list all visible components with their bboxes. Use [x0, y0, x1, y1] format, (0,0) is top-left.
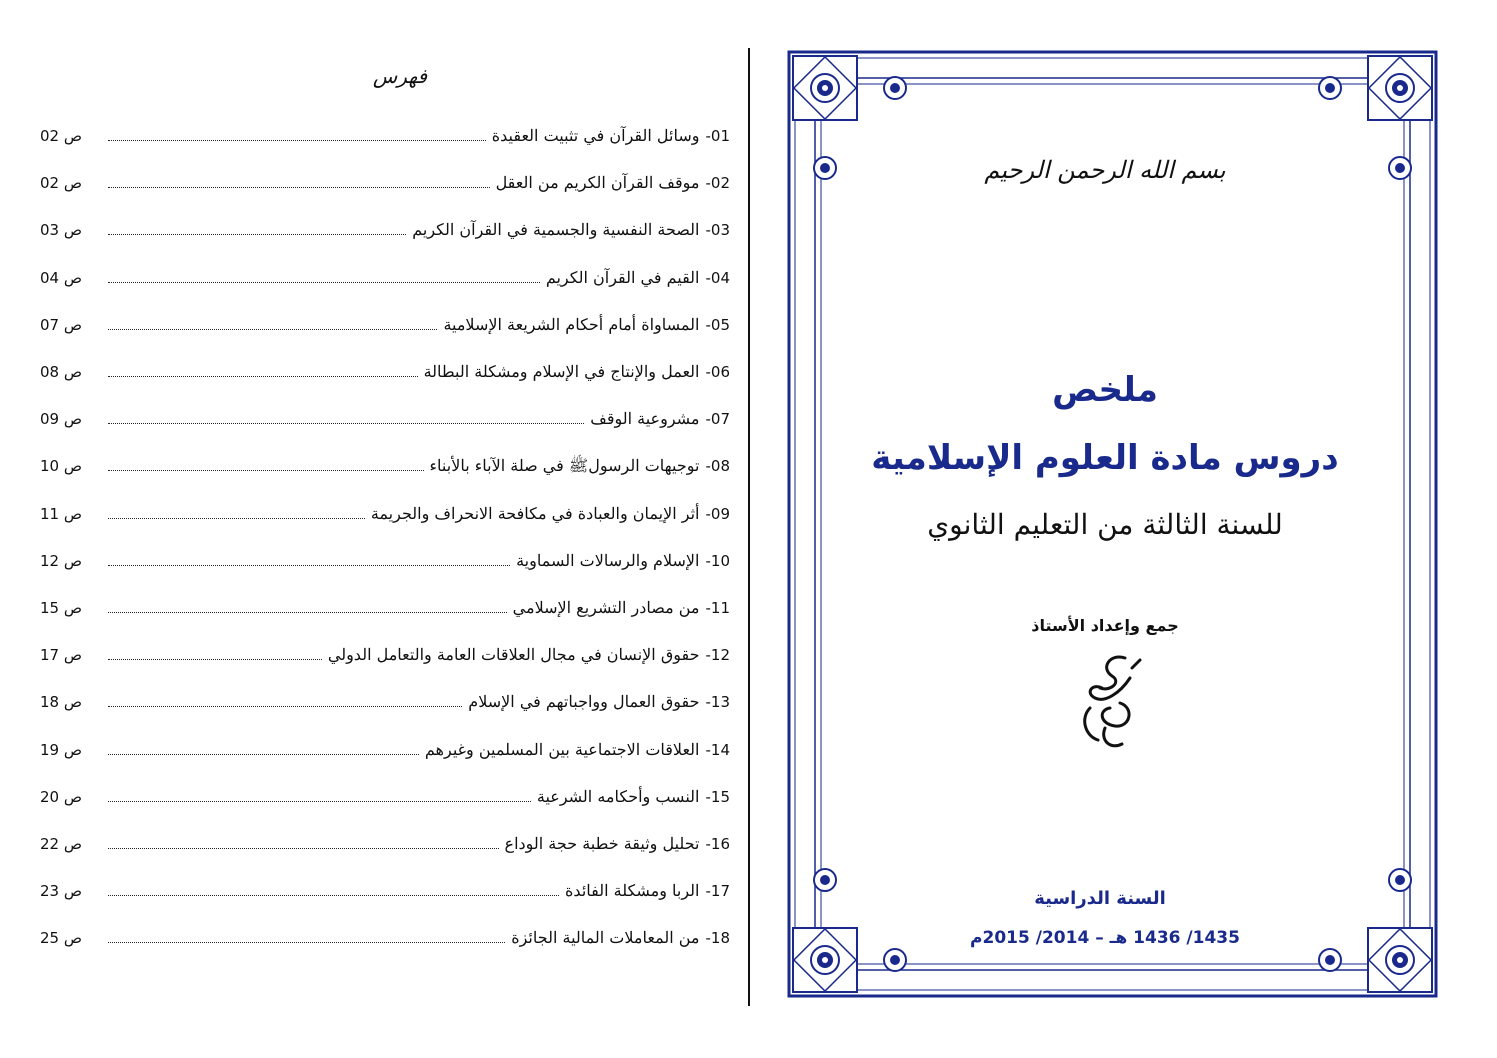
school-year-label: السنة الدراسية	[1034, 888, 1166, 909]
toc-row	[40, 734, 730, 760]
toc-number: 04-	[705, 268, 730, 287]
toc-leader	[108, 847, 499, 849]
toc-row	[40, 120, 730, 146]
toc-title: موقف القرآن الكريم من العقل	[495, 173, 700, 193]
toc-page-number: ص 09	[40, 410, 82, 429]
toc-number: 15-	[705, 787, 730, 806]
toc-title: حقوق الإنسان في مجال العلاقات العامة والتعامل الدولي	[327, 645, 700, 665]
toc-leader	[108, 469, 424, 471]
school-year-value: 1435/ 1436 هـ – 2014/ 2015م	[970, 928, 1240, 948]
toc-page-number: ص 19	[40, 740, 82, 759]
toc-number: 10-	[705, 551, 730, 570]
toc-number: 13-	[705, 693, 730, 712]
toc-leader	[108, 611, 507, 613]
toc-title: من المعاملات المالية الجائزة	[511, 928, 700, 948]
toc-number: 14-	[705, 740, 730, 759]
toc-row	[40, 639, 730, 665]
toc-page-number: ص 02	[40, 174, 82, 193]
toc-title: العمل والإنتاج في الإسلام ومشكلة البطالة	[423, 362, 700, 381]
toc-page-number: ص 04	[40, 268, 82, 287]
rosette-ornament	[814, 157, 836, 179]
summary-title: ملخص	[1052, 370, 1158, 410]
toc-title: المساواة أمام أحكام الشريعة الإسلامية	[443, 314, 700, 334]
toc-row	[40, 545, 730, 571]
toc-page-number: ص 10	[40, 457, 82, 476]
rosette-ornament	[1319, 77, 1341, 99]
toc-row	[40, 875, 730, 901]
toc-title: الإسلام والرسالات السماوية	[516, 550, 700, 570]
index-title: فهرس	[372, 64, 428, 88]
toc-row	[40, 781, 730, 807]
toc-number: 11-	[705, 599, 730, 617]
toc-number: 17-	[705, 882, 730, 901]
toc-number: 09-	[705, 504, 730, 523]
corner-ornament	[1368, 56, 1432, 120]
rosette-ornament	[884, 949, 906, 971]
toc-leader	[108, 328, 437, 330]
toc-page-number: ص 22	[40, 835, 82, 853]
toc-title: وسائل القرآن في تثبيت العقيدة	[491, 126, 700, 145]
toc-row	[40, 262, 730, 288]
toc-number: 02-	[705, 174, 730, 193]
toc-number: 18-	[705, 929, 730, 948]
toc-leader	[108, 753, 419, 755]
toc-page-number: ص 11	[40, 504, 82, 523]
toc-row	[40, 592, 730, 618]
toc-title: النسب وأحكامه الشرعية	[536, 786, 700, 806]
toc-page-number: ص 18	[40, 693, 82, 712]
toc-page-number: ص 03	[40, 221, 82, 240]
index-page	[40, 60, 730, 1020]
toc-row	[40, 450, 730, 476]
toc-number: 06-	[705, 363, 730, 381]
toc-leader	[108, 894, 559, 896]
rosette-ornament	[1389, 869, 1411, 891]
toc-title: حقوق العمال وواجباتهم في الإسلام	[468, 692, 700, 712]
toc-title: توجيهات الرسولﷺ في صلة الآباء بالأبناء	[429, 456, 700, 476]
corner-ornament	[793, 928, 857, 992]
toc-number: 01-	[705, 127, 730, 145]
rosette-ornament	[1319, 949, 1341, 971]
course-title: دروس مادة العلوم الإسلامية	[871, 438, 1339, 478]
toc-page-number: ص 02	[40, 127, 82, 145]
basmala: بسم الله الرحمن الرحيم	[984, 156, 1226, 184]
toc-row	[40, 686, 730, 712]
level-line: للسنة الثالثة من التعليم الثانوي	[927, 508, 1283, 541]
toc-number: 08-	[705, 457, 730, 476]
corner-ornament	[793, 56, 857, 120]
toc-leader	[108, 658, 322, 660]
author-signature	[1070, 648, 1150, 758]
toc-leader	[108, 941, 505, 943]
toc-row	[40, 922, 730, 948]
toc-number: 07-	[705, 410, 730, 429]
toc-title: مشروعية الوقف	[590, 409, 700, 429]
toc-page-number: ص 17	[40, 646, 82, 665]
page-divider	[748, 48, 750, 1006]
toc-leader	[108, 800, 531, 802]
toc-title: القيم في القرآن الكريم	[545, 267, 700, 287]
toc-row	[40, 356, 730, 382]
toc-number: 16-	[705, 835, 730, 853]
rosette-ornament	[884, 77, 906, 99]
toc-page-number: ص 20	[40, 787, 82, 806]
rosette-ornament	[1389, 157, 1411, 179]
cover-page	[785, 48, 1440, 1000]
toc-leader	[108, 186, 490, 188]
toc-leader	[108, 233, 406, 235]
toc-leader	[108, 517, 365, 519]
rosette-ornament	[814, 869, 836, 891]
toc-page-number: ص 25	[40, 929, 82, 948]
toc-row	[40, 403, 730, 429]
toc-leader	[108, 281, 540, 283]
toc-page-number: ص 08	[40, 363, 82, 381]
toc-row	[40, 167, 730, 193]
toc-leader	[108, 564, 510, 566]
toc-title: تحليل وثيقة خطبة حجة الوداع	[504, 834, 700, 853]
toc-row	[40, 498, 730, 524]
prepared-by: جمع وإعداد الأستاذ	[1031, 616, 1179, 635]
toc-leader	[108, 422, 584, 424]
toc-row	[40, 214, 730, 240]
toc-title: أثر الإيمان والعبادة في مكافحة الانحراف والجريمة	[370, 503, 700, 523]
toc-leader	[108, 139, 486, 141]
toc-number: 03-	[705, 221, 730, 240]
toc-title: من مصادر التشريع الإسلامي	[512, 598, 700, 617]
toc-page-number: ص 07	[40, 315, 82, 334]
toc-leader	[108, 375, 418, 377]
toc-page-number: ص 12	[40, 551, 82, 570]
toc-title: الصحة النفسية والجسمية في القرآن الكريم	[412, 220, 700, 240]
corner-ornament	[1368, 928, 1432, 992]
toc-leader	[108, 705, 462, 707]
toc-number: 12-	[705, 646, 730, 665]
toc-row	[40, 309, 730, 335]
toc-number: 05-	[705, 315, 730, 334]
toc-title: العلاقات الاجتماعية بين المسلمين وغيرهم	[424, 739, 700, 759]
toc-row	[40, 828, 730, 854]
toc-page-number: ص 15	[40, 599, 82, 617]
toc-page-number: ص 23	[40, 882, 82, 901]
toc-title: الربا ومشكلة الفائدة	[565, 881, 700, 901]
